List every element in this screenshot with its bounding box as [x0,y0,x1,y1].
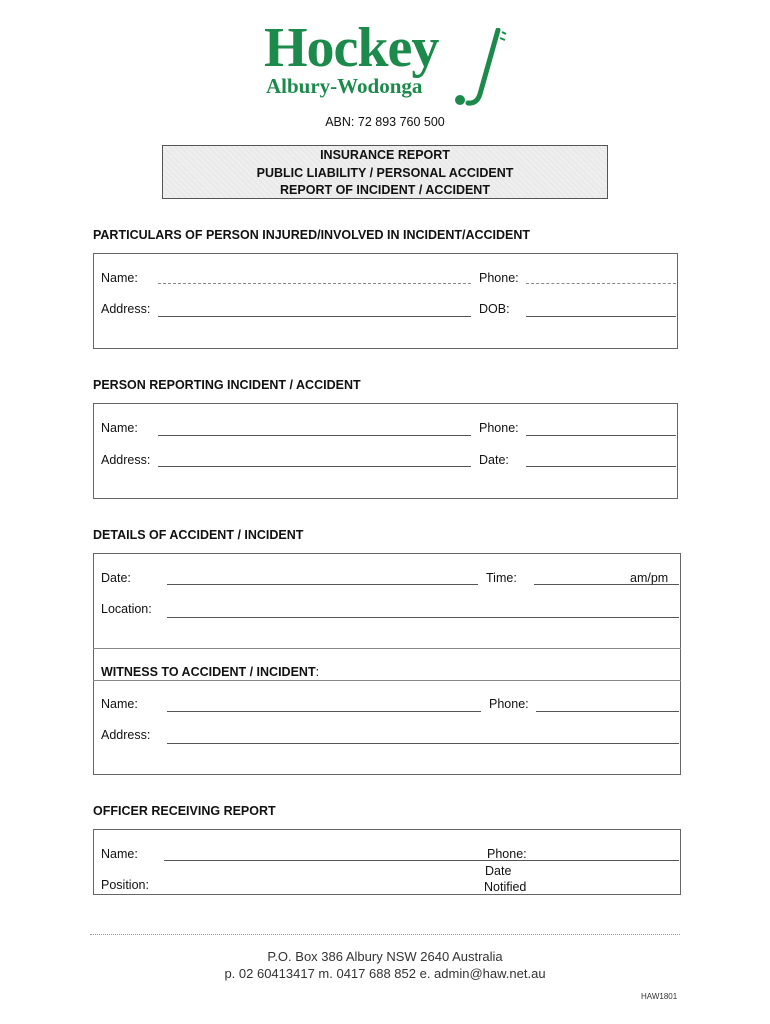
incident-date-field[interactable] [167,584,478,585]
officer-name-label: Name: [101,847,138,861]
witness-phone-label: Phone: [489,697,529,711]
footer-contact: p. 02 60413417 m. 0417 688 852 e. admin@haw.net.au [224,966,546,981]
reporter-date-label: Date: [479,453,509,467]
officer-phone-label: Phone: [487,847,527,861]
officer-box [93,829,681,895]
abn-text: ABN: 72 893 760 500 [325,115,445,129]
form-code: HAW1801 [641,992,678,1001]
ampm-label: am/pm [630,571,669,585]
injured-address-label: Address: [101,302,151,316]
officer-position-label: Position: [101,878,149,892]
injured-address-field[interactable] [158,316,471,317]
witness-name-field[interactable] [167,711,481,712]
date-notified-label-1: Date [485,864,512,878]
injured-dob-field[interactable] [526,316,676,317]
title-line-1: INSURANCE REPORT [320,148,450,162]
reporter-date-field[interactable] [526,466,676,467]
injured-name-label: Name: [101,271,138,285]
reporter-box [93,403,678,499]
injured-person-box [93,253,678,349]
incident-date-label: Date: [101,571,131,585]
witness-phone-field[interactable] [536,711,679,712]
logo-sub-text: Albury-Wodonga [266,74,423,98]
hockey-stick-icon [450,28,510,108]
injured-dob-label: DOB: [479,302,510,316]
reporter-phone-label: Phone: [479,421,519,435]
witness-address-field[interactable] [167,743,679,744]
section-reporter-heading: PERSON REPORTING INCIDENT / ACCIDENT [93,378,361,392]
incident-time-label: Time: [486,571,517,585]
witness-heading [101,665,319,679]
injured-name-field[interactable] [158,283,471,284]
title-line-3: REPORT OF INCIDENT / ACCIDENT [280,183,490,197]
reporter-address-field[interactable] [158,466,471,467]
date-notified-label-2: Notified [484,880,527,894]
reporter-phone-field[interactable] [526,435,676,436]
hockey-logo [262,18,512,100]
witness-heading-rule [93,680,681,681]
witness-divider [93,648,681,649]
title-line-2: PUBLIC LIABILITY / PERSONAL ACCIDENT [256,165,514,180]
reporter-address-label: Address: [101,453,151,467]
witness-heading-text: WITNESS TO ACCIDENT / INCIDENT [101,665,316,679]
logo-main-text: Hockey [264,17,439,79]
witness-address-label: Address: [101,728,151,742]
section-injured-heading: PARTICULARS OF PERSON INJURED/INVOLVED IN INCIDENT/ACCIDENT [93,228,531,242]
incident-location-label: Location: [101,602,152,616]
details-box [93,553,681,775]
footer-separator [90,934,680,935]
witness-name-label: Name: [101,697,138,711]
report-title-box [162,145,608,199]
footer-address: P.O. Box 386 Albury NSW 2640 Australia [267,949,503,964]
injured-phone-label: Phone: [479,271,519,285]
section-details-heading: DETAILS OF ACCIDENT / INCIDENT [93,528,304,542]
officer-name-field[interactable] [164,860,679,861]
incident-location-field[interactable] [167,617,679,618]
injured-phone-field[interactable] [526,283,676,284]
reporter-name-field[interactable] [158,435,471,436]
witness-heading-colon: : [315,665,320,679]
reporter-name-label: Name: [101,421,138,435]
section-officer-heading: OFFICER RECEIVING REPORT [93,804,276,818]
